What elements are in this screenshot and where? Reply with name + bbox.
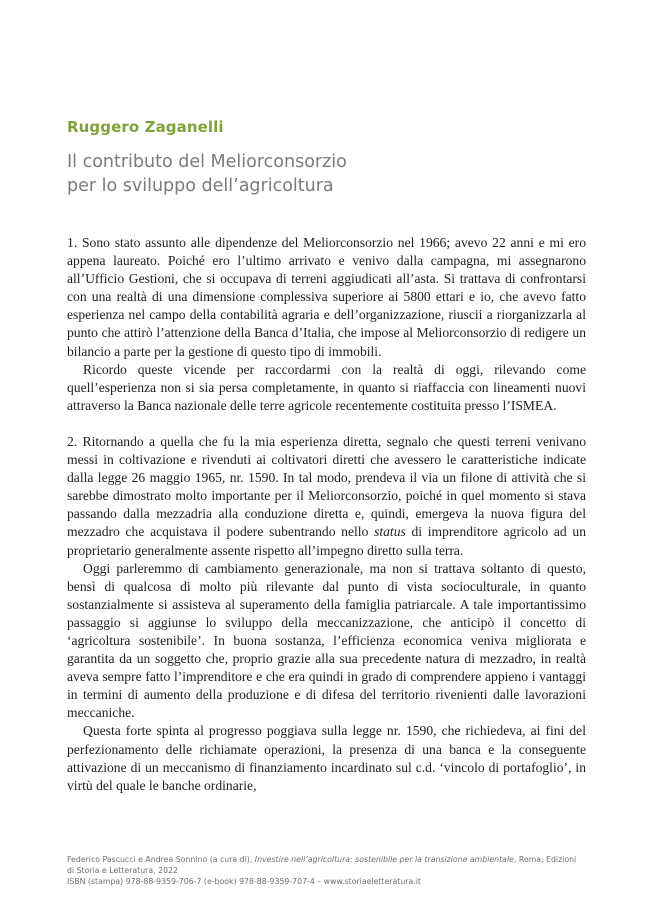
paragraph-text: di imprenditore agricolo ad un proprietario generalmente assente rispetto all’impegno diretto sulla terra. — [67, 524, 586, 558]
body-text — [67, 234, 586, 795]
paragraph: Ricordo queste vicende per raccordarmi con la realtà di oggi, rilevando come quell’esperienza non si sia persa completamente, in quanto si riaffaccia con lineamenti nuovi attraverso la Banca nazionale delle terre agricole recentemente costituita presso l’ISMEA. — [67, 361, 586, 413]
citation-text: , Roma, Edizioni — [513, 855, 577, 864]
chapter-author: Ruggero Zaganelli — [67, 118, 224, 136]
citation-line — [67, 854, 587, 865]
paragraph: Questa forte spinta al progresso poggiava sulla legge nr. 1590, che richiedeva, ai fini del perfezionamento delle richiamate operazioni, la presenza di una banca e la conseguente attivazione di un meccanismo di finanziamento incardinato sul c.d. ‘vincolo di portafoglio’, in virtù del quale le banche ordinarie, — [67, 723, 586, 793]
paragraph-text: 2. Ritornando a quella che fu la mia esperienza diretta, segnalo che questi terreni venivano messi in coltivazione e rivenduti ai coltivatori diretti che avessero le caratteristiche indicate dalla legge 26 maggio 1965, nr. 1590. In tal modo, prendeva il via un filone di attività che si sarebbe dimostrato molto importante per il Meliorconsorzio, poiché in quel momento si stava passando dalla mezzadria alla conduzione diretta e, quindi, emergeva la nuova figura del mezzadro che acquistava il podere subentrando nello — [67, 433, 586, 540]
italic-term: status — [374, 524, 406, 540]
page-footer — [67, 854, 587, 887]
paragraph: Oggi parleremmo di cambiamento generazionale, ma non si trattava soltanto di questo, bensì di qualcosa di molto più rilevante dal punto di vista socioculturale, in quanto sostanzialmente si assisteva al superamento della famiglia patriarcale. A tale importantissimo passaggio si aggiunse lo sviluppo della meccanizzazione, che anticipò il concetto di ‘agricoltura sostenibile’. In buona sostanza, l’efficienza economica veniva migliorata e garantita da un soggetto che, proprio grazie alla sua precedente natura di mezzadro, in realtà aveva sempre fatto l’imprenditore e che era quindi in grado di comprendere appieno i vantaggi in termini di aumento della produzione e di difesa del territorio rivenienti dalle lavorazioni meccaniche. — [67, 560, 586, 721]
paragraph — [67, 433, 586, 560]
isbn-line: ISBN (stampa) 978-88-9359-706-7 (e-book) 978-88-9359-707-4 – www.storiaeletteratura.it — [67, 877, 421, 886]
citation-text: Federico Pascucci e Andrea Sonnino (a cura di), — [67, 855, 255, 864]
chapter-title-line: Il contributo del Meliorconsorzio — [67, 152, 347, 172]
paragraph: 1. Sono stato assunto alle dipendenze del Meliorconsorzio nel 1966; avevo 22 anni e mi ero appena laureato. Poiché ero l’ultimo arrivato e venivo dalla campagna, mi assegnarono all’Ufficio Gestioni, che si occupava di terreni aggiudicati all’asta. Si trattava di confrontarsi con una realtà di una dimensione complessiva superiore ai 5800 ettari e io, che avevo fatto esperienza nel campo della contabilità agraria e dell’organizzazione, riuscii a riorganizzarla al punto che attirò l’attenzione della Banca d’Italia, che impose al Meliorconsorzio di redigere un bilancio a parte per la gestione di questo tipo di immobili. — [67, 235, 586, 359]
chapter-title-line: per lo sviluppo dell’agricoltura — [67, 176, 334, 196]
citation-book-title: Investire nell’agricoltura: sostenibile per la transizione ambientale — [254, 855, 514, 864]
chapter-title — [67, 150, 587, 198]
publisher-line: di Storia e Letteratura, 2022 — [67, 866, 178, 875]
